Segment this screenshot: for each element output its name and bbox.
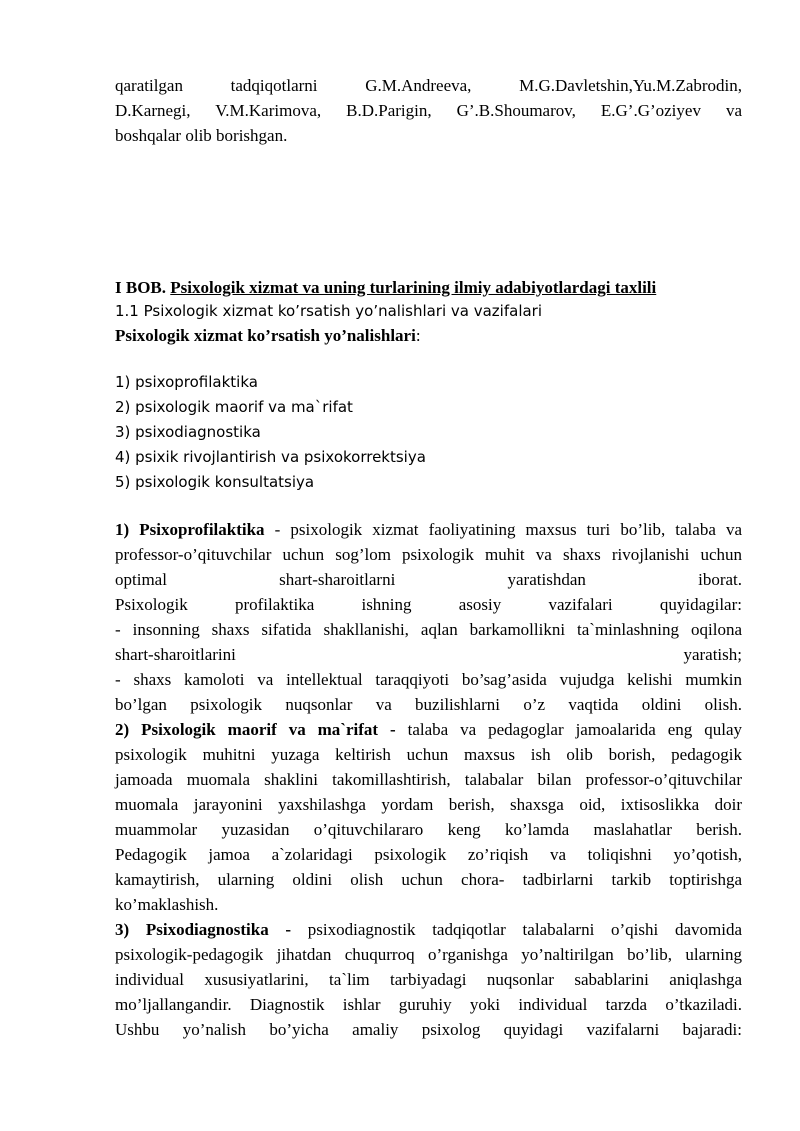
list-item: 3) psixodiagnostika <box>115 423 261 441</box>
paragraph-line: jamoada muomala shaklini takomillashtirish, talabalar bilan professor-o’qituvchilar <box>115 770 742 789</box>
paragraph-lead: 2) Psixologik maorif va ma`rifat - <box>115 720 396 739</box>
paragraph-line: psixologik-pedagogik jihatdan chuqurroq o’rganishga yo’naltirilgan bo’lib, ularning <box>115 945 742 964</box>
paragraph-line: psixologik muhitni yuzaga keltirish uchun maxsus ish olib borish, pedagogik <box>115 745 742 764</box>
paragraph-line: - insonning shaxs sifatida shakllanishi, aqlan barkamollikni ta`minlashning oqilona <box>115 620 742 639</box>
paragraph-psixodiagnostika: 3) Psixodiagnostika - psixodiagnostik tadqiqotlar talabalarni o’qishi davomida psixologik-pedagogik jihatdan chuqurroq o’rganishga yo’naltirilgan bo’lib, ularning individual xususiyatlarini, ta`lim tarbiyadagi nuqsonlar sabablarini aniqlashga mo’ljallangandir. Diagnostik ishlar guruhiy yoki individual tarzda o’tkaziladi. Ushbu yo’nalish bo’yicha amaliy psixolog quyidagi vazifalarni bajaradi: <box>115 917 742 1042</box>
paragraph-line: kamaytirish, ularning oldini olish uchun chora- tadbirlarni tarkib toptirishga <box>115 870 742 889</box>
intro-line: qaratilgan tadqiqotlarni G.M.Andreeva, M.G.Davletshin,Yu.M.Zabrodin, <box>115 76 742 95</box>
paragraph-psixoprofilaktika: 1) Psixoprofilaktika - psixologik xizmat faoliyatining maxsus turi bo’lib, talaba va professor-o’qituvchilar uchun sog’lom psixologik muhit va shaxs rivojlanishi uchun optimal shart-sharoitlarni yaratishdan iborat. Psixologik profilaktika ishning asosiy vazifalari quyidagilar: - insonning shaxs sifatida shakllanishi, aqlan barkamollikni ta`minlashning oqilona shart-sharoitlarini yaratish; - shaxs kamoloti va intellektual taraqqiyoti bo’sag’asida vujudga kelishi mumkin bo’lgan psixologik nuqsonlar va buzilishlarni o’z vaqtida oldini olish. <box>115 517 742 717</box>
paragraph-line: muomala jarayonini yaxshilashga yordam berish, shaxsga oid, ixtisoslikka doir <box>115 795 742 814</box>
paragraph-line: Pedagogik jamoa a`zolaridagi psixologik zo’riqish va toliqishni yo’qotish, <box>115 845 742 864</box>
intro-paragraph <box>115 73 742 148</box>
directions-heading-bold: Psixologik xizmat ko’rsatish yo’nalishlari <box>115 326 416 345</box>
section-number: 1.1 <box>115 302 139 320</box>
paragraph-line: Psixologik profilaktika ishning asosiy vazifalari quyidagilar: <box>115 595 742 614</box>
paragraph-line: optimal shart-sharoitlarni yaratishdan iborat. <box>115 570 742 589</box>
directions-list <box>115 370 742 495</box>
paragraph-line: bo’lgan psixologik nuqsonlar va buzilishlarni o’z vaqtida oldini olish. <box>115 695 742 714</box>
list-item: 1) psixoprofilaktika <box>115 373 258 391</box>
chapter-title: Psixologik xizmat va uning turlarining ilmiy adabiyotlardagi taxlili <box>170 278 657 297</box>
paragraph-line: muammolar yuzasidan o’qituvchilararo keng ko’lamda maslahatlar berish. <box>115 820 742 839</box>
intro-line: D.Karnegi, V.M.Karimova, B.D.Parigin, G’.B.Shoumarov, E.G’.G’oziyev va <box>115 101 742 120</box>
paragraph-line: individual xususiyatlarini, ta`lim tarbiyadagi nuqsonlar sabablarini aniqlashga <box>115 970 742 989</box>
paragraph-lead: 3) Psixodiagnostika - <box>115 920 292 939</box>
paragraph-line: professor-o’qituvchilar uchun sog’lom psixologik muhit va shaxs rivojlanishi uchun <box>115 545 742 564</box>
paragraph-line: mo’ljallangandir. Diagnostik ishlar guruhiy yoki individual tarzda o’tkaziladi. <box>115 995 742 1014</box>
list-item: 4) psixik rivojlantirish va psixokorrektsiya <box>115 448 426 466</box>
paragraph-line: - shaxs kamoloti va intellektual taraqqiyoti bo’sag’asida vujudga kelishi mumkin <box>115 670 742 689</box>
list-item: 5) psixologik konsultatsiya <box>115 473 315 491</box>
section-heading <box>115 299 742 324</box>
chapter-prefix: I BOB. <box>115 278 167 297</box>
section-title: Psixologik xizmat ko’rsatish yo’nalishlari va vazifalari <box>143 302 543 320</box>
directions-heading-suffix: : <box>415 326 421 345</box>
paragraph-line: ko’maklashish. <box>115 895 219 914</box>
paragraph-lead: 1) Psixoprofilaktika <box>115 520 265 539</box>
paragraph-line: Ushbu yo’nalish bo’yicha amaliy psixolog quyidagi vazifalarni bajaradi: <box>115 1020 742 1039</box>
paragraph-psixologik-maorif: 2) Psixologik maorif va ma`rifat - talaba va pedagoglar jamoalarida eng qulay psixologik muhitni yuzaga keltirish uchun maxsus ish olib borish, pedagogik jamoada muomala shaklini takomillashtirish, talabalar bilan professor-o’qituvchilar muomala jarayonini yaxshilashga yordam berish, shaxsga oid, ixtisoslikka doir muammolar yuzasidan o’qituvchilararo keng ko’lamda maslahatlar berish. Pedagogik jamoa a`zolaridagi psixologik zo’riqish va toliqishni yo’qotish, kamaytirish, ularning oldini olish uchun chora- tadbirlarni tarkib toptirishga ko’maklashish. <box>115 717 742 917</box>
paragraph-line: shart-sharoitlarini yaratish; <box>115 645 742 664</box>
intro-line: boshqalar olib borishgan. <box>115 126 288 145</box>
list-item: 2) psixologik maorif va ma`rifat <box>115 398 353 416</box>
chapter-heading <box>115 275 742 300</box>
directions-heading <box>115 323 742 348</box>
